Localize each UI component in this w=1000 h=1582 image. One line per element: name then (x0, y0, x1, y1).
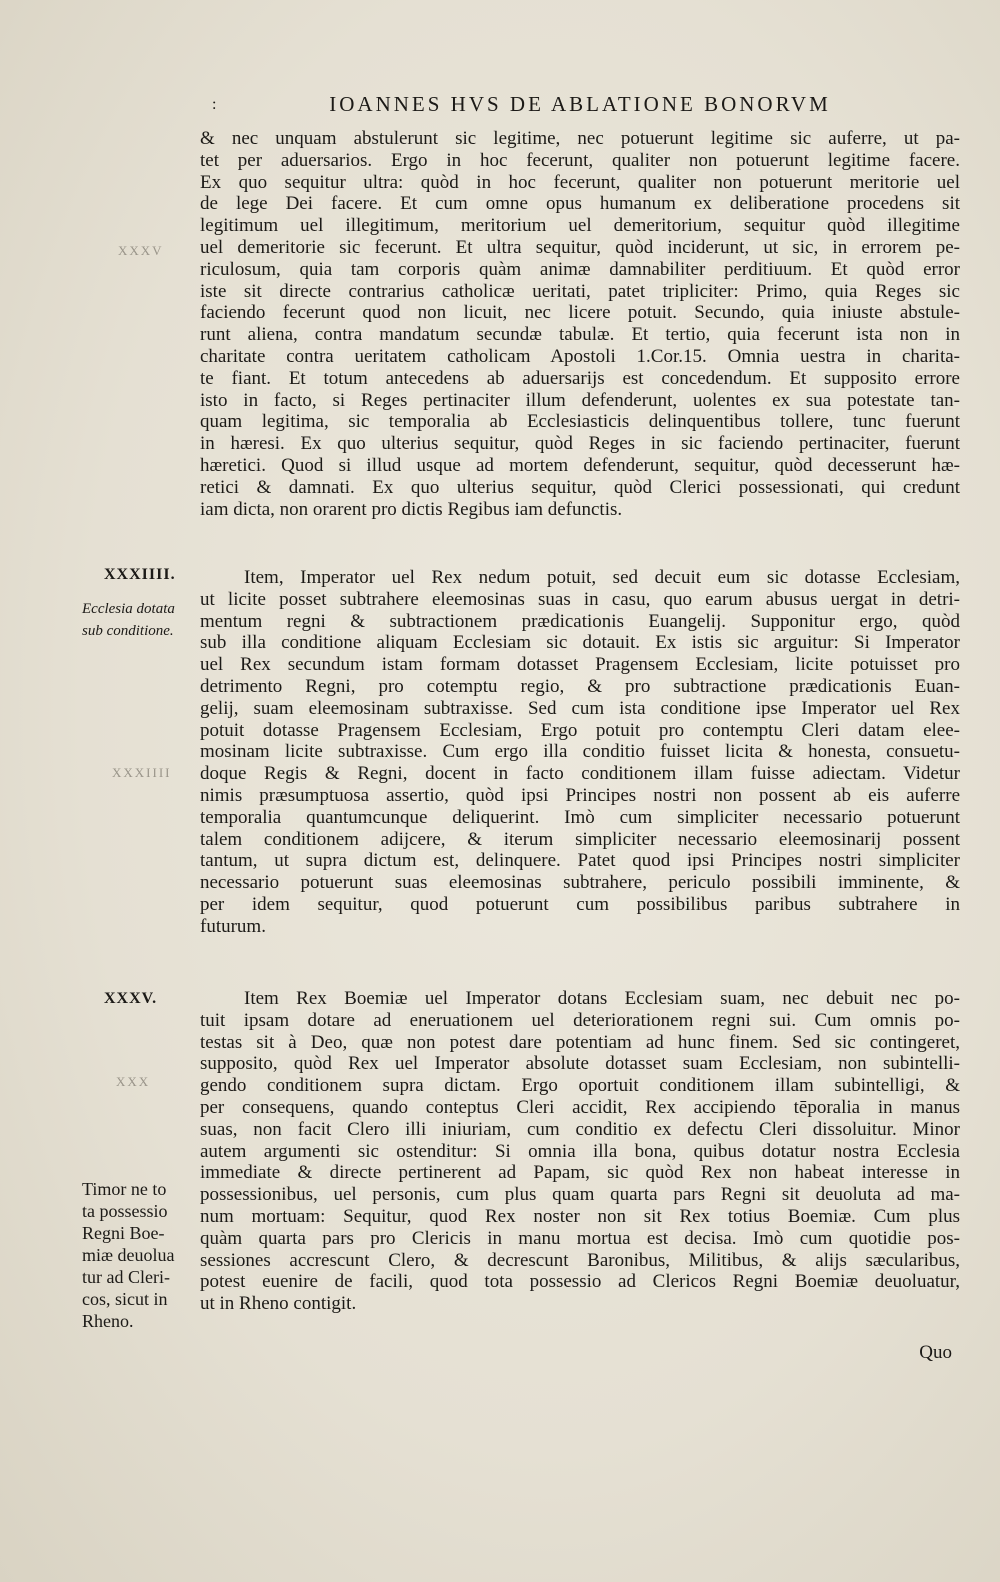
text-line: legitimum uel illegitimum, meritorium uel demeritorium, sequitur quòd illegitime (200, 215, 960, 237)
text-line: mosinam licite subtraxisse. Cum ergo illa conditio fuisset licita & honesta, consuetu- (200, 741, 960, 763)
text-line: de lege Dei facere. Et cum omne opus humanum ex deliberatione procedens sit (200, 193, 960, 215)
show-through-mark: XXXIIII (112, 765, 172, 780)
text-line: isto in facto, si Reges pertinaciter illum defenderunt, uolentes ex sua potestate tan- (200, 389, 960, 411)
text-line: sessiones accrescunt Clero, & decrescunt Baronibus, Militibus, & alijs sæcularibus, (200, 1249, 960, 1271)
text-line: talem conditionem adijcere, & iterum simpliciter necessario eleemosinarij possent (200, 828, 960, 850)
text-line: Item, Imperator uel Rex nedum potuit, sed decuit eum sic dotasse Ecclesiam, (244, 567, 960, 588)
text-line: futurum. (200, 915, 266, 937)
text-line: suas, non facit Clero illi iniuriam, cum conditio ex defectu Cleri dissoluitur. Minor (200, 1118, 960, 1140)
paragraph-xxxv (200, 988, 960, 1315)
text-line: te fiant. Et totum antecedens ab aduersarijs est concedendum. Et supposito errore (200, 367, 960, 389)
margin-note (82, 598, 175, 642)
text-line: & nec unquam abstulerunt sic legitime, nec potuerunt legitime sic auferre, ut pa- (200, 128, 960, 149)
text-line: ut in Rheno contigit. (200, 1293, 357, 1315)
text-line: nimis præsumptuosa assertio, quòd ipsi Principes nostri non possent ab eis auferre (200, 784, 960, 806)
text-line: gelij, suam eleemosinam subtraxisse. Sed cum ista conditione ipse Imperator uel Rex (200, 697, 960, 719)
text-line: quàm quarta pars pro Clericis in manu mortua est decisa. Imò cum quotidie pos- (200, 1227, 960, 1249)
text-line: tuit ipsam dotare ad eneruationem uel deteriorationem regni sui. Cum omnis po- (200, 1009, 960, 1031)
running-head: IOANNES HVS DE ABLATIONE BONORVM (329, 92, 831, 116)
section-number: XXXIIII. (104, 566, 176, 583)
margin-note-line: sub conditione. (82, 623, 174, 639)
text-line: retici & damnati. Ex quo ulterius sequitur, quòd Clerici possessionati, qui credunt (200, 476, 960, 498)
text-line: per idem sequitur, quod potuerunt cum possibilibus paribus subtrahere in (200, 893, 960, 915)
text-line: Ex quo sequitur ultra: quòd in hoc fecerunt, qualiter non potuerunt meritorie uel (200, 171, 960, 193)
text-line: runt aliena, contra mandatum secundæ tabulæ. Et tertio, quia fecerunt ista non in (200, 324, 960, 346)
margin-note-line: Timor ne to (82, 1179, 167, 1199)
margin-note-line: Regni Boe- (82, 1223, 165, 1243)
margin-note-line: cos, sicut in (82, 1289, 168, 1309)
text-line: doque Regis & Regni, docent in facto conditionem illam fuisse adiectam. Videtur (200, 763, 960, 785)
section-number: XXXV. (104, 990, 158, 1007)
page-mark: : (212, 96, 217, 113)
text-line: Item Rex Boemiæ uel Imperator dotans Ecclesiam suam, nec debuit nec po- (244, 988, 960, 1009)
margin-note-line: tur ad Cleri- (82, 1267, 170, 1287)
text-line: iste sit directe contrarius catholicæ ueritati, patet tripliciter: Primo, quia Reges sic (200, 280, 960, 302)
text-line: iam dicta, non orarent pro dictis Regibus iam defunctis. (200, 498, 623, 520)
margin-note-line: Ecclesia dotata (82, 601, 175, 617)
text-line: tet per aduersarios. Ergo in hoc fecerunt, qualiter non potuerunt legitime facere. (200, 149, 960, 171)
text-line: autem argumenti sic ostenditur: Si omnia illa bona, quibus dotatur nostra Ecclesia (200, 1140, 960, 1162)
text-line: immediate & directe pertinerent ad Papam, sic quòd Rex non habeat interesse in (200, 1162, 960, 1184)
text-line: gendo conditionem supra dictam. Ergo oportuit conditionem illam subintelligi, & (200, 1075, 960, 1097)
text-line: ut licite posset subtrahere eleemosinas suas in casu, quo earum abusus uergat in detri- (200, 588, 960, 610)
paragraph-continuation (200, 128, 960, 520)
text-line: riculosum, quia tam corporis quàm animæ damnabiliter perditiuum. Et quòd error (200, 258, 960, 280)
margin-note-line: ta possessio (82, 1201, 168, 1221)
margin-note-line: Rheno. (82, 1311, 134, 1331)
text-line: charitate contra ueritatem catholicam Apostoli 1.Cor.15. Omnia uestra in charita- (200, 345, 960, 367)
text-line: mentum regni & subtractionem prædicationis Euangelij. Supponitur ergo, quòd (200, 610, 960, 632)
paragraph-xxxiiii (200, 567, 960, 938)
text-line: potuit dotasse Pragensem Ecclesiam, Ergo potuit pro contemptu Cleri datam elee- (200, 719, 960, 741)
show-through-mark: XXX (116, 1074, 151, 1089)
text-line: temporalia quantumcunque deliquerint. Imò cum simpliciter necessario potuerunt (200, 806, 960, 828)
catchword: Quo (919, 1342, 952, 1363)
show-through-mark: XXXV (118, 243, 164, 258)
text-line: per consequens, quando conteptus Cleri accidit, Rex accipiendo tēporalia in manus (200, 1096, 960, 1118)
text-line: quam legitima, sic temporalia ab Ecclesiasticis delinquentibus tollere, tunc fuerunt (200, 411, 960, 433)
text-line: sub illa conditione aliquam Ecclesiam sic dotauit. Ex istis sic arguitur: Si Imperator (200, 632, 960, 654)
text-line: necessario potuerunt suas eleemosinas subtrahere, periculo possibili imminente, & (200, 872, 960, 894)
text-line: detrimento Regni, pro cotemptu regio, & pro subtractione prædicationis Euan- (200, 675, 960, 697)
text-line: hæretici. Quod si illud usque ad mortem defenderunt, sequitur, quòd decesserunt hæ- (200, 454, 960, 476)
text-line: potest euenire de facili, quod tota possessio ad Clericos Regni Boemiæ deuoluatur, (200, 1271, 960, 1293)
text-line: faciendo fecerunt quod non licuit, nec licere potuit. Secundo, quia iniuste abstule- (200, 302, 960, 324)
text-line: in hæresi. Ex quo ulterius sequitur, quòd Reges in sic faciendo pertinaciter, fuerunt (200, 433, 960, 455)
text-line: supposito, quòd Rex uel Imperator absolute dotasset suam Ecclesiam, non subintelli- (200, 1053, 960, 1075)
text-line: testas sit à Deo, quæ non potest dare potentiam ad hunc finem. Sed sic contingeret, (200, 1031, 960, 1053)
margin-note (82, 1178, 175, 1332)
text-line: possessionibus, uel personis, cum plus quam quarta pars Regni sit deuoluta ad ma- (200, 1184, 960, 1206)
text-line: num mortuam: Sequitur, quod Rex noster non sit Rex totius Boemiæ. Cum plus (200, 1205, 960, 1227)
text-line: uel demeritorie sic fecerunt. Et ultra sequitur, quòd inciderunt, ut sic, in errorem pe- (200, 236, 960, 258)
text-line: uel Rex secundum istam formam dotasset Pragensem Ecclesiam, licite potuisset pro (200, 654, 960, 676)
text-line: tantum, ut supra dictum est, delinquere. Patet quod ipsi Principes nostri simpliciter (200, 850, 960, 872)
margin-note-line: miæ deuolua (82, 1245, 175, 1265)
